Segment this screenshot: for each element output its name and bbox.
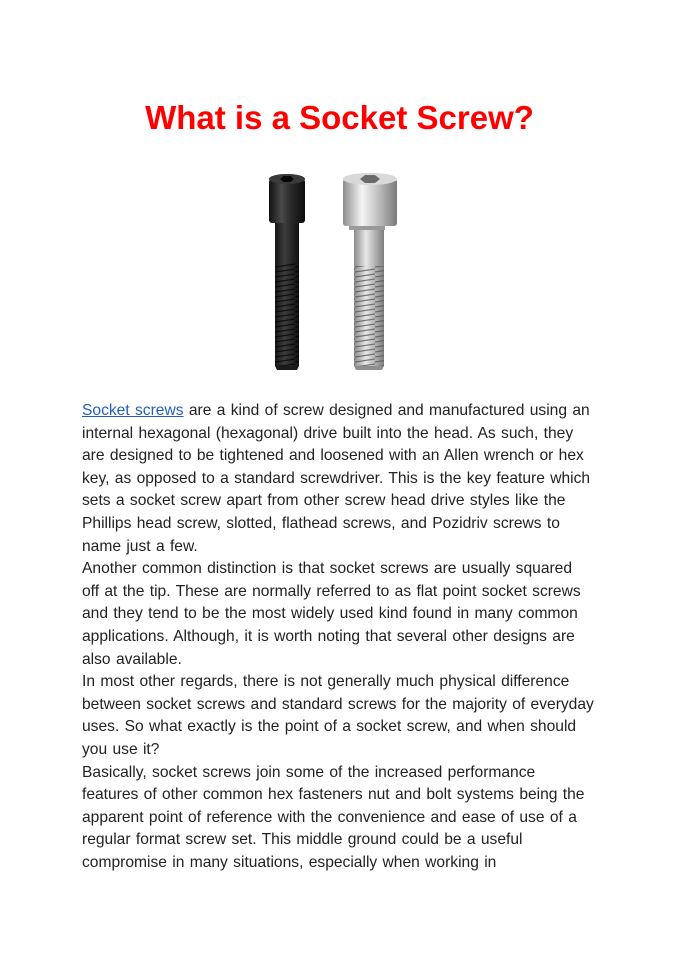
paragraph: Another common distinction is that socket screws are usually squared off at the tip. These are normally referred to as flat point socket screws and they tend to be the most widely used kind found in many common applications. Although, it is worth noting that several other designs are also available. xyxy=(82,560,581,668)
black-socket-screw-icon xyxy=(269,174,305,370)
paragraph xyxy=(82,400,594,558)
socket-screws-image xyxy=(255,168,425,378)
article-body xyxy=(82,400,594,874)
paragraph-text: are a kind of screw designed and manufactured using an internal hexagonal (hexagonal) drive built into the head. As such, they are designed to be tightened and loosened with an Allen wrench or hex key, as opposed to a standard screwdriver. This is the key feature which sets a socket screw apart from other screw head drive styles like the Phillips head screw, slotted, flathead screws, and Pozidriv screws to name just a few. xyxy=(82,402,591,555)
paragraph: In most other regards, there is not generally much physical difference between socket screws and standard screws for the majority of everyday uses. So what exactly is the point of a socket screw, and when should you use it? xyxy=(82,673,594,758)
paragraph: Basically, socket screws join some of the increased performance features of other common hex fasteners nut and bolt systems being the apparent point of reference with the convenience and ease of use of a regular format screw set. This middle ground could be a useful compromise in many situations, especially when working in xyxy=(82,763,585,871)
page-title: What is a Socket Screw? xyxy=(145,99,534,136)
silver-socket-screw-icon xyxy=(343,173,397,370)
socket-screws-link[interactable]: Socket screws xyxy=(82,402,184,419)
